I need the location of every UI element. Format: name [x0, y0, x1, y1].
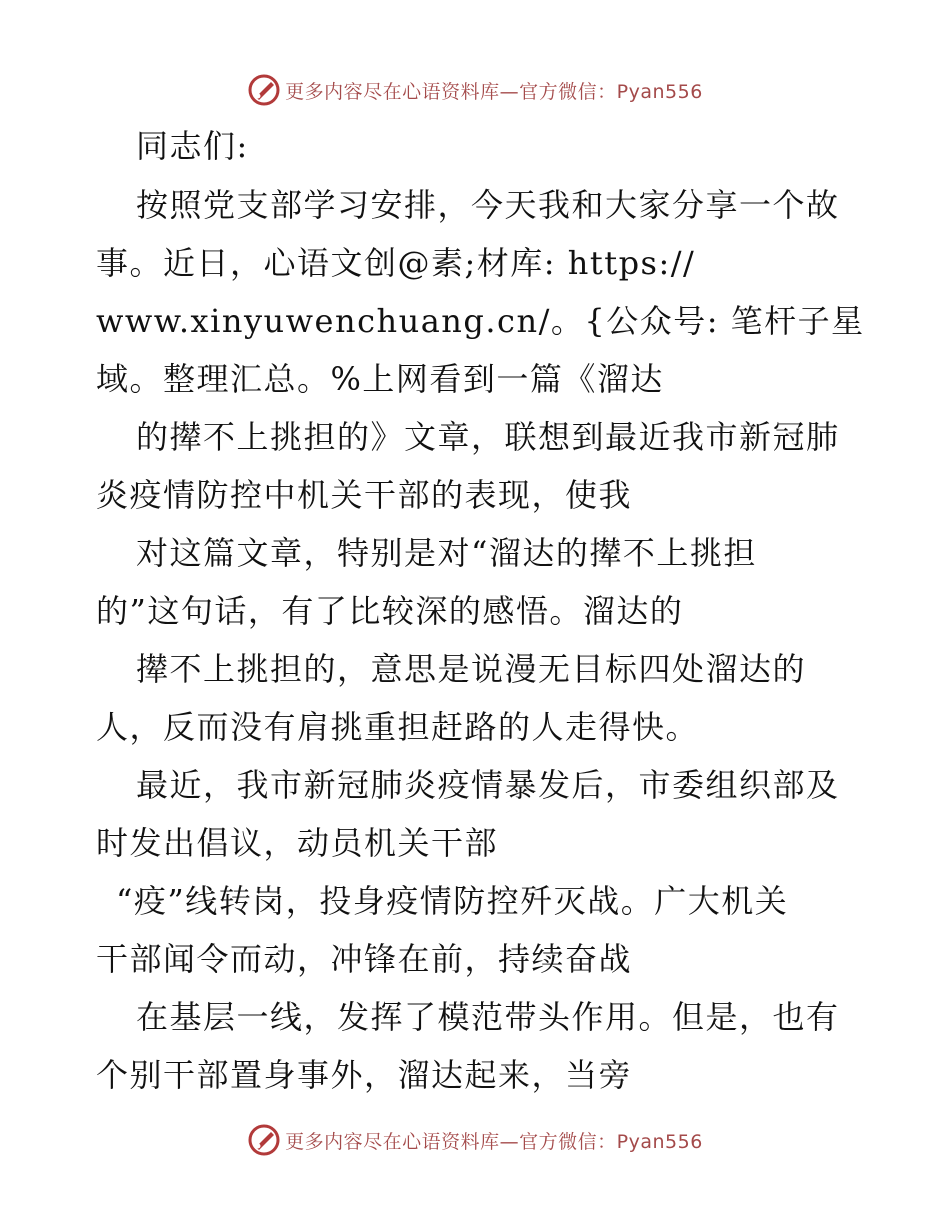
text-line: 撵不上挑担的，意思是说漫无目标四处溜达的: [136, 650, 807, 688]
text-line: 域。整理汇总。%上网看到一篇《溜达: [96, 360, 664, 398]
text-line: 同志们:: [136, 127, 249, 165]
text-line: 的撵不上挑担的》文章，联想到最近我市新冠肺: [136, 418, 840, 456]
text-line: 对这篇文章，特别是对“溜达的撵不上挑担: [136, 534, 757, 572]
header-watermark-text: 更多内容尽在心语资料库—官方微信：Pyan556: [285, 80, 703, 103]
text-line: www.xinyuwenchuang.cn/。{公众号: 笔杆子星: [96, 302, 865, 340]
pen-logo-icon: [247, 73, 281, 107]
pen-logo-icon: [247, 1123, 281, 1157]
text-line: 炎疫情防控中机关干部的表现，使我: [96, 476, 633, 514]
header-watermark: [0, 70, 950, 110]
text-line: 的”这句话，有了比较深的感悟。溜达的: [96, 592, 684, 630]
footer-watermark: [0, 1120, 950, 1160]
text-line: “疫”线转岗，投身疫情防控歼灭战。广大机关: [116, 882, 789, 920]
text-line: 个别干部置身事外，溜达起来，当旁: [96, 1056, 633, 1094]
text-line: 人，反而没有肩挑重担赶路的人走得快。: [96, 708, 700, 746]
text-line: 在基层一线，发挥了模范带头作用。但是，也有: [136, 998, 840, 1036]
text-line: 干部闻令而动，冲锋在前，持续奋战: [96, 940, 633, 978]
text-line: 时发出倡议，动员机关干部: [96, 824, 499, 862]
text-line: 按照党支部学习安排，今天我和大家分享一个故: [136, 186, 840, 224]
text-line: 最近，我市新冠肺炎疫情暴发后，市委组织部及: [136, 766, 840, 804]
text-line: 事。近日，心语文创@素;材库: https://: [96, 244, 696, 282]
footer-watermark-text: 更多内容尽在心语资料库—官方微信：Pyan556: [285, 1130, 703, 1153]
